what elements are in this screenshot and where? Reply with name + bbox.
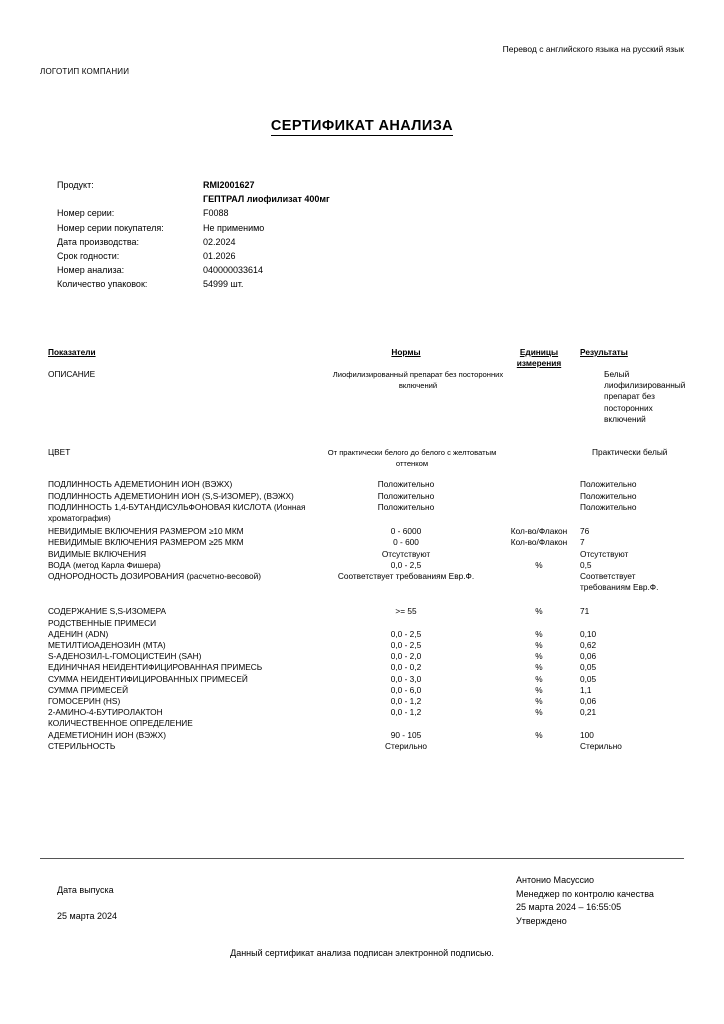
info-label: Срок годности: (57, 251, 120, 262)
cell-indicator: ГОМОСЕРИН (HS) (48, 696, 121, 707)
table-row (48, 571, 676, 593)
translation-note: Перевод с английского языка на русский язык (502, 44, 684, 54)
cell-norms: Положительно (377, 501, 435, 512)
cell-result: Соответствует требованиям Евр.Ф. (580, 571, 659, 593)
table-header-units-line2: измерения (516, 358, 562, 368)
cell-result: 76 (580, 526, 590, 537)
page-title (0, 118, 724, 134)
table-row (48, 526, 676, 537)
cell-result: Белый лиофилизированный препарат без посторонних включений (604, 369, 686, 424)
electronic-signature-note: Данный сертификат анализа подписан электронной подписью. (230, 948, 494, 958)
page-title-text: СЕРТИФИКАТ АНАЛИЗА (270, 118, 454, 134)
cell-units: % (535, 707, 543, 718)
cell-indicator: ЦВЕТ (48, 447, 71, 458)
cell-units: Кол-во/Флакон (510, 537, 568, 548)
table-row (48, 447, 676, 469)
cell-result: Практически белый (592, 447, 668, 458)
cell-norms: 0,0 - 3,0 (390, 673, 422, 684)
info-value: 01.2026 (203, 251, 236, 262)
footer-left (57, 877, 117, 929)
cell-norms: От практически белого до белого с желтоватым оттенком (327, 448, 497, 469)
cell-indicator: АДЕМЕТИОНИН ИОН (ВЭЖХ) (48, 729, 166, 740)
table-row (48, 502, 676, 524)
cell-result: 0,21 (580, 707, 597, 718)
table-row (48, 618, 676, 629)
cell-indicator: ЕДИНИЧНАЯ НЕИДЕНТИФИЦИРОВАННАЯ ПРИМЕСЬ (48, 662, 263, 673)
cell-norms: Положительно (377, 490, 435, 501)
info-row (57, 192, 477, 206)
signer-name: Антонио Масуссио (516, 875, 595, 885)
table-row (48, 560, 676, 571)
info-label: Количество упаковок: (57, 279, 148, 290)
info-label (57, 192, 203, 206)
analysis-table (48, 347, 686, 752)
cell-norms: 0,0 - 2,5 (390, 640, 422, 651)
table-row (48, 718, 676, 729)
cell-indicator: НЕВИДИМЫЕ ВКЛЮЧЕНИЯ РАЗМЕРОМ ≥25 МКМ (48, 537, 244, 548)
table-row (48, 651, 676, 662)
cell-units: % (535, 673, 543, 684)
info-row (57, 206, 477, 220)
info-value: 040000033614 (203, 265, 264, 276)
table-row (48, 640, 676, 651)
cell-result: 100 (580, 729, 594, 740)
approval-status: Утверждено (516, 915, 567, 926)
info-value: F0088 (203, 208, 229, 219)
signed-timestamp: 25 марта 2024 – 16:55:05 (516, 902, 622, 913)
cell-indicator: КОЛИЧЕСТВЕННОЕ ОПРЕДЕЛЕНИЕ (48, 718, 193, 729)
cell-units: Кол-во/Флакон (510, 526, 568, 537)
cell-indicator: ПОДЛИННОСТЬ 1,4-БУТАНДИСУЛЬФОНОВАЯ КИСЛОТА (Ионная хроматография) (48, 501, 306, 524)
info-value: RMI2001627 (203, 180, 255, 190)
issue-date-value: 25 марта 2024 (57, 911, 118, 921)
cell-result: Стерильно (580, 740, 622, 751)
cell-indicator: ОДНОРОДНОСТЬ ДОЗИРОВАНИЯ (расчетно-весовой) (48, 571, 262, 582)
info-row (57, 178, 477, 192)
cell-units: % (535, 684, 543, 695)
cell-norms: 0 - 600 (393, 537, 419, 548)
table-header-results: Результаты (580, 347, 628, 357)
cell-norms: Соответствует требованиям Евр.Ф. (337, 571, 475, 582)
table-row (48, 629, 676, 640)
info-label: Номер серии: (57, 208, 115, 219)
cell-norms: 0,0 - 6,0 (390, 684, 422, 695)
info-value: ГЕПТРАЛ лиофилизат 400мг (203, 194, 330, 205)
cell-indicator: СОДЕРЖАНИЕ S,S-ИЗОМЕРА (48, 606, 167, 617)
cell-result: Отсутствуют (580, 548, 629, 559)
info-row (57, 235, 477, 249)
table-header-indicator: Показатели (48, 347, 96, 357)
signer-title: Менеджер по контролю качества (516, 888, 654, 899)
info-label: Номер анализа: (57, 265, 125, 276)
cell-result: 0,5 (580, 559, 592, 570)
cell-result: Положительно (580, 490, 637, 501)
cell-norms: 90 - 105 (390, 729, 422, 740)
info-value: 02.2024 (203, 236, 236, 247)
product-info-block (57, 178, 477, 292)
cell-indicator: ВИДИМЫЕ ВКЛЮЧЕНИЯ (48, 548, 147, 559)
company-logo: ЛОГОТИП КОМПАНИИ (40, 67, 130, 76)
cell-indicator: МЕТИЛТИОАДЕНОЗИН (МТА) (48, 640, 166, 651)
cell-units: % (535, 606, 543, 617)
cell-norms: 0,0 - 2,5 (390, 628, 422, 639)
cell-indicator: СУММА НЕИДЕНТИФИЦИРОВАННЫХ ПРИМЕСЕЙ (48, 673, 248, 684)
cell-norms: 0,0 - 0,2 (390, 662, 422, 673)
cell-result: Положительно (580, 501, 637, 512)
cell-result: Положительно (580, 479, 637, 490)
cell-indicator: 2-АМИНО-4-БУТИРОЛАКТОН (48, 707, 163, 718)
cell-result: 0,06 (580, 696, 597, 707)
cell-result: 0,10 (580, 628, 597, 639)
cell-indicator: СТЕРИЛЬНОСТЬ (48, 740, 116, 751)
table-row (48, 741, 676, 752)
table-row (48, 662, 676, 673)
table-header-row (48, 347, 676, 357)
info-row (57, 249, 477, 263)
table-row (48, 606, 676, 617)
info-row (57, 221, 477, 235)
info-row (57, 277, 477, 291)
table-row (48, 685, 676, 696)
cell-result: 0,05 (580, 662, 597, 673)
info-label: Номер серии покупателя: (57, 222, 164, 233)
cell-indicator: СУММА ПРИМЕСЕЙ (48, 684, 129, 695)
table-row (48, 674, 676, 685)
cell-indicator: НЕВИДИМЫЕ ВКЛЮЧЕНИЯ РАЗМЕРОМ ≥10 МКМ (48, 526, 244, 537)
footer-divider (40, 858, 684, 859)
cell-result: 0,05 (580, 673, 597, 684)
cell-result: 7 (580, 537, 585, 548)
cell-units: % (535, 651, 543, 662)
info-row (57, 263, 477, 277)
table-row (48, 730, 676, 741)
cell-norms: 0,0 - 1,2 (390, 696, 422, 707)
cell-indicator: РОДСТВЕННЫЕ ПРИМЕСИ (48, 617, 157, 628)
cell-norms: Положительно (377, 479, 435, 490)
cell-norms: 0 - 6000 (390, 526, 422, 537)
cell-indicator: S-АДЕНОЗИЛ-L-ГОМОЦИСТЕИН (SAH) (48, 651, 202, 662)
issue-date-label: Дата выпуска (57, 885, 114, 895)
cell-norms: 0,0 - 2,0 (390, 651, 422, 662)
cell-norms: Лиофилизированный препарат без посторонних включений (332, 370, 504, 391)
cell-indicator: ПОДЛИННОСТЬ АДЕМЕТИОНИН ИОН (ВЭЖХ) (48, 479, 233, 490)
cell-norms: >= 55 (395, 606, 417, 617)
cell-result: 0,62 (580, 640, 597, 651)
table-row (48, 491, 676, 502)
info-value: Не применимо (203, 222, 265, 233)
info-label: Дата производства: (57, 236, 140, 247)
cell-indicator: АДЕНИН (ADN) (48, 628, 109, 639)
info-label: Продукт: (57, 180, 94, 190)
footer-right (516, 874, 654, 928)
table-row (48, 696, 676, 707)
table-row (48, 369, 686, 425)
cell-units: % (535, 559, 543, 570)
cell-units: % (535, 696, 543, 707)
cell-indicator: ПОДЛИННОСТЬ АДЕМЕТИОНИН ИОН (S,S-ИЗОМЕР), (ВЭЖХ) (48, 490, 294, 501)
table-header-units: Единицы (519, 347, 559, 357)
cell-units: % (535, 729, 543, 740)
cell-norms: 0,0 - 2,5 (390, 559, 422, 570)
cell-norms: 0,0 - 1,2 (390, 707, 422, 718)
cell-norms: Отсутствуют (381, 548, 431, 559)
cell-norms: Стерильно (385, 740, 427, 751)
cell-result: 0,06 (580, 651, 597, 662)
cell-result: 1,1 (580, 684, 592, 695)
cell-indicator: ОПИСАНИЕ (48, 369, 96, 379)
cell-units: % (535, 628, 543, 639)
table-row (48, 537, 676, 548)
table-row (48, 479, 676, 490)
table-row (48, 549, 676, 560)
cell-result: 71 (580, 606, 590, 617)
cell-indicator: ВОДА (метод Карла Фишера) (48, 559, 161, 570)
cell-units: % (535, 662, 543, 673)
table-header-norms: Нормы (391, 347, 421, 357)
cell-units: % (535, 640, 543, 651)
table-row (48, 707, 676, 718)
info-value: 54999 шт. (203, 279, 244, 290)
